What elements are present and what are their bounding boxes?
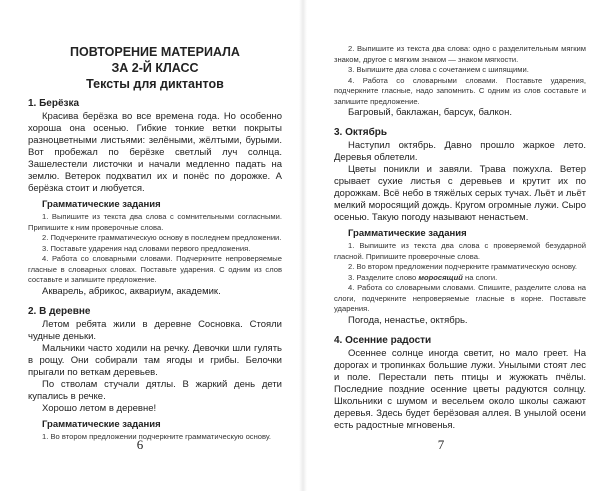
section-title-osennie-radosti: 4. Осенние радости: [334, 334, 432, 346]
right-page: [304, 0, 608, 491]
task-text: на слоги.: [462, 272, 498, 282]
dictation-paragraph: Хорошо летом в деревне!: [42, 402, 157, 414]
tasks-title: Грамматические задания: [42, 418, 161, 430]
task-item: 3. Выпишите два слова с сочетанием с шипящими.: [348, 65, 529, 74]
tasks-title: Грамматические задания: [348, 228, 467, 239]
task-item: 1. Во втором предложении подчеркните грамматическую основу.: [42, 431, 272, 441]
dictation-paragraph: Мальчики часто ходили на речку. Девочки шли гулять в рощу. Они собирали там ягоды и грибы. Белочки прыгали по веткам деревьев.: [28, 342, 282, 378]
page-number-left: 6: [136, 437, 144, 452]
dictation-paragraph: Цветы поникли и завяли. Трава пожухла. Ветер срывает сухие листья с деревьев и крутит их по дорожкам. Всё небо в тяжёлых серых тучах. Льёт и льёт мелкий моросящий дождь. Кругом огромные лужи. Сыро осенью. Такую погоду называют ненастьем.: [334, 164, 586, 223]
task-item: 4. Работа со словарными словами. Спишите, разделите слова на слоги, подчеркните непроверяемые гласные в корне. Поставьте ударения.: [334, 283, 586, 313]
task-item: 4. Работа со словарными словами. Подчеркните непроверяемые гласные в словарных словах. Поставьте ударения. С одним из слов составьте и запишите предложение.: [28, 254, 282, 284]
task-item: 1. Выпишите из текста два слова с проверяемой безударной гласной. Припишите проверочные слова.: [334, 241, 586, 261]
chapter-heading-line1: ПОВТОРЕНИЕ МАТЕРИАЛА: [70, 45, 240, 59]
vocabulary-words: Багровый, баклажан, барсук, балкон.: [348, 107, 512, 118]
dictation-text: Осеннее солнце иногда светит, но мало греет. На дорогах и тропинках большие лужи. Унылыми стоят лес и поле. Перестали петь птицы и жужжать пчёлы. Последние поздние осенние цветы радуются солнцу. Школьники с шумом и весельем около школы сажают деревья. Здесь будет берёзовая аллея. В унылой осени есть радостные мгновенья.: [334, 347, 586, 431]
task-item: 1. Выпишите из текста два слова с сомнительными согласными. Припишите к ним проверочные слова.: [28, 212, 282, 232]
task-text: 3. Разделите слово: [348, 272, 419, 282]
dictation-paragraph: Летом ребята жили в деревне Сосновка. Стояли чудные деньки.: [28, 318, 282, 342]
dictation-paragraph: По стволам стучали дятлы. В жаркий день дети купались в речке.: [28, 378, 282, 402]
highlighted-word: моросящий: [418, 272, 463, 282]
task-item: [334, 273, 586, 284]
chapter-subheading: Тексты для диктантов: [86, 77, 224, 91]
dictation-paragraph: Наступил октябрь. Давно прошло жаркое лето. Деревья облетели.: [334, 140, 586, 163]
vocabulary-words: Акварель, абрикос, аквариум, академик.: [42, 285, 221, 297]
task-item: 3. Поставьте ударения над словами первого предложения.: [42, 243, 251, 253]
task-item: 4. Работа со словарными словами. Поставьте ударения, подчеркните гласные, надо запомнить. С одним из слов составьте и запишите предложение.: [334, 75, 586, 106]
chapter-heading-line2: ЗА 2-Й КЛАСС: [111, 61, 199, 75]
task-item: 2. Выпишите из текста два слова: одно с разделительным мягким знаком, другое с мягким знаком — знаком мягкости.: [334, 44, 586, 64]
vocabulary-words: Погода, ненастье, октябрь.: [348, 314, 468, 326]
section-title-berezka: 1. Берёзка: [28, 98, 80, 109]
page-number-right: 7: [437, 437, 445, 452]
tasks-title: Грамматические задания: [42, 199, 161, 210]
task-item: 2. Подчеркните грамматическую основу в последнем предложении.: [42, 233, 282, 242]
task-item: 2. Во втором предложении подчеркните грамматическую основу.: [348, 262, 578, 271]
right-page-content: [334, 44, 586, 432]
section-title-oktyabr: 3. Октябрь: [334, 127, 388, 138]
section-title-v-derevne: 2. В деревне: [28, 305, 91, 317]
left-page-content: [28, 44, 282, 442]
dictation-text: Красива берёзка во все времена года. Но особенно хороша она осенью. Гибкие тонкие ветки покрыты разноцветными листьями: зелёными, жёлтыми, бурыми. Вот пробежал по берёзке светлый луч солнца. Зашелестели листочки и начали медленно падать на землю. Ветерок подхватил их и понёс по дорожке. А берёзка стоит и любуется.: [28, 111, 282, 194]
left-page: [0, 0, 300, 491]
